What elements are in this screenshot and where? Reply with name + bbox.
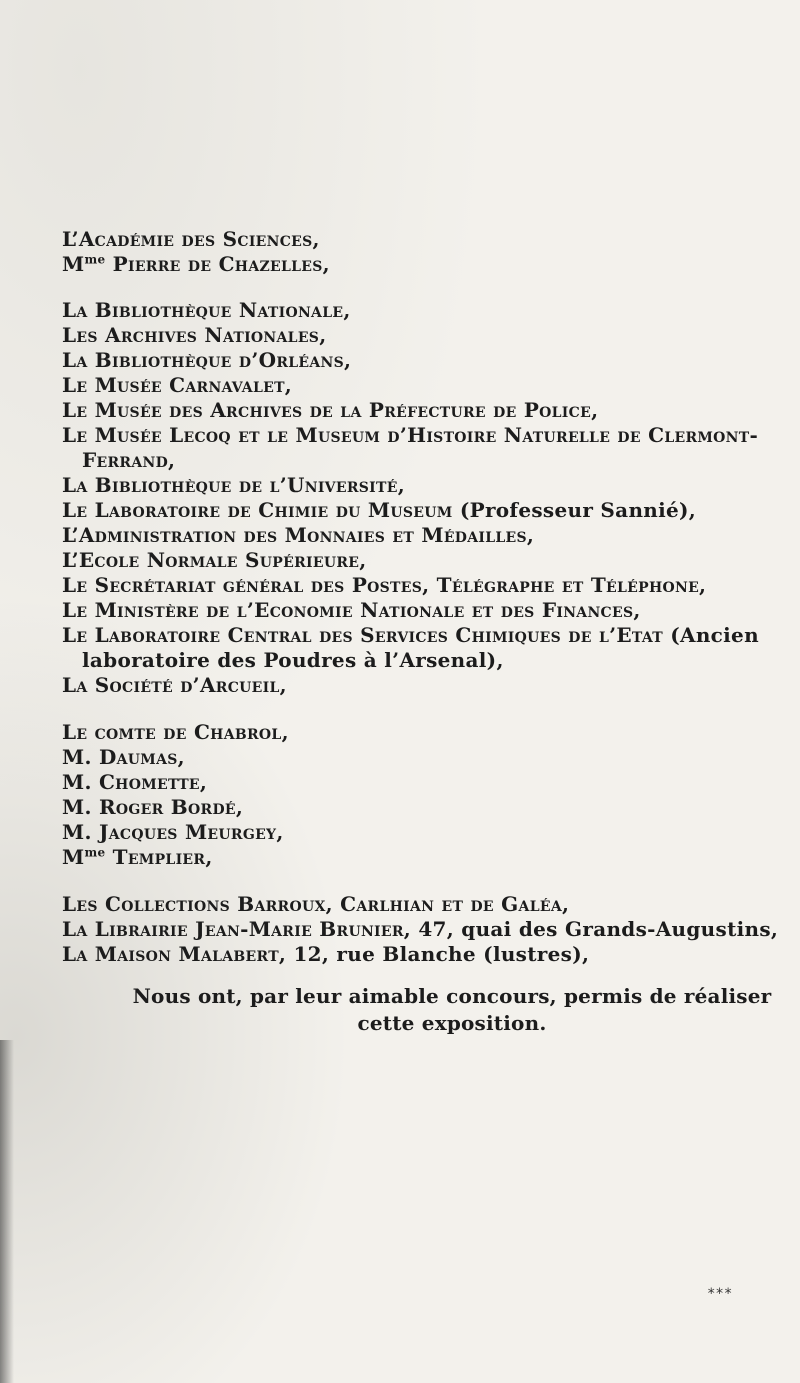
list-item-text: Le Musée Lecoq et le Museum d’Histoire Naturelle de Clermont- bbox=[62, 423, 759, 447]
list-item-name: Templier, bbox=[105, 845, 213, 869]
list-item bbox=[62, 498, 782, 523]
list-item bbox=[62, 252, 782, 277]
list-group-individuals bbox=[62, 720, 782, 870]
list-item: Les Archives Nationales, bbox=[62, 323, 327, 347]
list-item bbox=[62, 845, 782, 870]
list-item-superscript: me bbox=[84, 252, 106, 267]
list-item-prefix: M bbox=[62, 252, 85, 276]
list-item-prefix: M bbox=[62, 845, 85, 869]
list-item: L’Ecole Normale Supérieure, bbox=[62, 548, 367, 572]
list-item: Le comte de Chabrol, bbox=[62, 720, 289, 744]
list-item: Le Secrétariat général des Postes, Télégraphe et Téléphone, bbox=[62, 573, 707, 597]
list-item: M. Chomette, bbox=[62, 770, 208, 794]
group-spacer bbox=[62, 870, 782, 892]
list-item-continuation: Ferrand, bbox=[82, 448, 176, 472]
list-item: L’Administration des Monnaies et Médailles, bbox=[62, 523, 535, 547]
list-item: M. Jacques Meurgey, bbox=[62, 820, 284, 844]
list-group-academy bbox=[62, 227, 782, 277]
list-item: Le Musée des Archives de la Préfecture de Police, bbox=[62, 398, 599, 422]
list-item-detail: 12, rue Blanche (lustres), bbox=[293, 942, 590, 966]
list-item: La Bibliothèque d’Orléans, bbox=[62, 348, 352, 372]
list-item-detail: (Ancien bbox=[670, 623, 759, 647]
list-item-detail: (Professeur Sannié), bbox=[459, 498, 697, 522]
list-item-text: Le Laboratoire de Chimie du Museum bbox=[62, 498, 460, 522]
group-spacer bbox=[62, 698, 782, 720]
list-item: L’Académie des Sciences, bbox=[62, 227, 320, 251]
list-item-continuation: laboratoire des Poudres à l’Arsenal), bbox=[82, 648, 504, 672]
closing-statement bbox=[62, 983, 782, 1037]
list-item bbox=[62, 623, 782, 673]
list-item-name: Pierre de Chazelles, bbox=[105, 252, 330, 276]
list-group-collections bbox=[62, 892, 782, 967]
list-item bbox=[62, 917, 782, 942]
list-item-text: Le Laboratoire Central des Services Chimiques de l’Etat bbox=[62, 623, 671, 647]
list-item bbox=[62, 942, 782, 967]
acknowledgement-list bbox=[62, 227, 782, 1037]
scan-edge-shadow bbox=[0, 1040, 14, 1383]
list-item: M. Roger Bordé, bbox=[62, 795, 244, 819]
list-item: Les Collections Barroux, Carlhian et de Galéa, bbox=[62, 892, 570, 916]
list-group-institutions bbox=[62, 298, 782, 698]
list-item-superscript: me bbox=[84, 845, 106, 860]
list-item: M. Daumas, bbox=[62, 745, 185, 769]
closing-line-1: Nous ont, par leur aimable concours, permis de réaliser bbox=[132, 984, 772, 1008]
list-item: Le Musée Carnavalet, bbox=[62, 373, 293, 397]
list-item bbox=[62, 423, 782, 473]
list-item-detail: 47, quai des Grands-Augustins, bbox=[418, 917, 779, 941]
asterism-ornament: *** bbox=[707, 1286, 733, 1302]
closing-line-2: cette exposition. bbox=[357, 1011, 547, 1035]
group-spacer bbox=[62, 277, 782, 298]
list-item: La Bibliothèque Nationale, bbox=[62, 298, 351, 322]
list-item-text: La Librairie Jean-Marie Brunier, bbox=[62, 917, 419, 941]
list-item: La Société d’Arcueil, bbox=[62, 673, 287, 697]
list-item: La Bibliothèque de l’Université, bbox=[62, 473, 405, 497]
list-item: Le Ministère de l’Economie Nationale et des Finances, bbox=[62, 598, 641, 622]
list-item-text: La Maison Malabert, bbox=[62, 942, 294, 966]
